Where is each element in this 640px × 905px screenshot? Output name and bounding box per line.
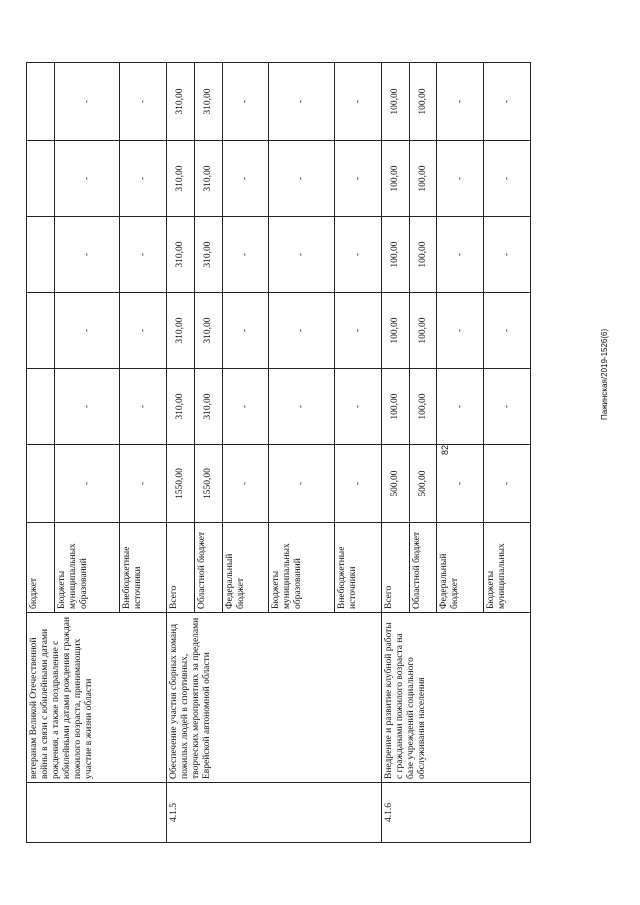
amount-cell: - <box>120 141 167 217</box>
amount-cell: - <box>269 293 335 369</box>
amount-cell: - <box>222 141 269 217</box>
amount-cell: - <box>269 217 335 293</box>
amount-cell: - <box>222 217 269 293</box>
measure-description: Внедрение и развитие клубной работы с гражданами пожилого возраста на базе учреждений социального обслуживания населения <box>381 613 530 783</box>
amount-cell: 310,00 <box>167 63 195 141</box>
table-row <box>167 63 195 843</box>
funding-source: Бюджеты муниципальных образований <box>269 523 335 613</box>
amount-cell <box>27 369 55 445</box>
amount-cell: 310,00 <box>194 141 222 217</box>
amount-cell: - <box>437 293 484 369</box>
funding-source: Внебюджетные источники <box>335 523 382 613</box>
amount-cell: 500,00 <box>381 445 409 523</box>
amount-cell: - <box>120 293 167 369</box>
funding-source: бюджет <box>27 523 55 613</box>
amount-cell: - <box>335 445 382 523</box>
funding-source: Внебюджетные источники <box>120 523 167 613</box>
amount-cell: - <box>437 141 484 217</box>
budget-table <box>26 62 531 843</box>
funding-source: Всего <box>167 523 195 613</box>
amount-cell: 100,00 <box>409 217 437 293</box>
funding-source: Всего <box>381 523 409 613</box>
amount-cell: - <box>484 293 531 369</box>
amount-cell: 310,00 <box>194 369 222 445</box>
amount-cell: - <box>269 141 335 217</box>
amount-cell: - <box>335 141 382 217</box>
amount-cell: 100,00 <box>409 141 437 217</box>
amount-cell <box>27 445 55 523</box>
funding-source: Областной бюджет <box>409 523 437 613</box>
item-number <box>27 783 167 843</box>
amount-cell: - <box>222 293 269 369</box>
amount-cell <box>27 293 55 369</box>
funding-source: Бюджеты муниципальных <box>484 523 531 613</box>
page-number: 82 <box>440 444 450 455</box>
amount-cell: - <box>269 63 335 141</box>
amount-cell: - <box>54 369 120 445</box>
amount-cell: 100,00 <box>381 141 409 217</box>
amount-cell: - <box>222 63 269 141</box>
document-code: Пажинская/2019-1526(6) <box>600 328 609 420</box>
amount-cell: - <box>335 293 382 369</box>
amount-cell: - <box>484 63 531 141</box>
amount-cell: - <box>269 445 335 523</box>
amount-cell: 310,00 <box>167 217 195 293</box>
amount-cell: - <box>54 293 120 369</box>
amount-cell: - <box>54 445 120 523</box>
amount-cell: - <box>437 445 484 523</box>
item-number: 4.1.6 <box>381 783 530 843</box>
amount-cell: - <box>437 369 484 445</box>
amount-cell: 310,00 <box>194 217 222 293</box>
amount-cell: - <box>120 217 167 293</box>
amount-cell: 310,00 <box>167 141 195 217</box>
measure-description: Обеспечение участия сборных команд пожилых людей в спортивных, творческих мероприятиях за пределами Еврейской автономной области <box>167 613 382 783</box>
amount-cell: - <box>120 445 167 523</box>
amount-cell: - <box>484 141 531 217</box>
amount-cell: 1550,00 <box>167 445 195 523</box>
amount-cell <box>27 63 55 141</box>
amount-cell: - <box>335 217 382 293</box>
amount-cell: 100,00 <box>381 217 409 293</box>
amount-cell: 100,00 <box>381 63 409 141</box>
amount-cell: 100,00 <box>409 63 437 141</box>
amount-cell: - <box>54 141 120 217</box>
amount-cell: - <box>222 445 269 523</box>
amount-cell: 100,00 <box>409 293 437 369</box>
rotated-table-container <box>26 63 531 843</box>
amount-cell: 100,00 <box>381 369 409 445</box>
amount-cell: - <box>484 445 531 523</box>
amount-cell: - <box>335 369 382 445</box>
table-row <box>27 63 55 843</box>
funding-source: Федеральный бюджет <box>222 523 269 613</box>
item-number: 4.1.5 <box>167 783 382 843</box>
amount-cell: 310,00 <box>167 293 195 369</box>
amount-cell: - <box>335 63 382 141</box>
amount-cell: 310,00 <box>167 369 195 445</box>
funding-source: Федеральный бюджет <box>437 523 484 613</box>
amount-cell: 310,00 <box>194 293 222 369</box>
amount-cell: 310,00 <box>194 63 222 141</box>
amount-cell <box>27 141 55 217</box>
amount-cell: 100,00 <box>409 369 437 445</box>
amount-cell: - <box>54 217 120 293</box>
amount-cell: - <box>437 217 484 293</box>
amount-cell: - <box>120 63 167 141</box>
amount-cell: - <box>269 369 335 445</box>
amount-cell: - <box>437 63 484 141</box>
funding-source: Бюджеты муниципальных образований <box>54 523 120 613</box>
amount-cell: - <box>222 369 269 445</box>
funding-source: Областной бюджет <box>194 523 222 613</box>
measure-description: ветеранам Великой Отечественной войны в связи с юбилейными датами рождения, а также поздравление с юбилейными датами рождения граждан пожилого возраста, принимающих участие в жизни области <box>27 613 167 783</box>
table-row <box>381 63 409 843</box>
amount-cell: 100,00 <box>381 293 409 369</box>
amount-cell: - <box>484 217 531 293</box>
amount-cell: - <box>484 369 531 445</box>
amount-cell: 1550,00 <box>194 445 222 523</box>
amount-cell <box>27 217 55 293</box>
amount-cell: 500,00 <box>409 445 437 523</box>
amount-cell: - <box>54 63 120 141</box>
amount-cell: - <box>120 369 167 445</box>
